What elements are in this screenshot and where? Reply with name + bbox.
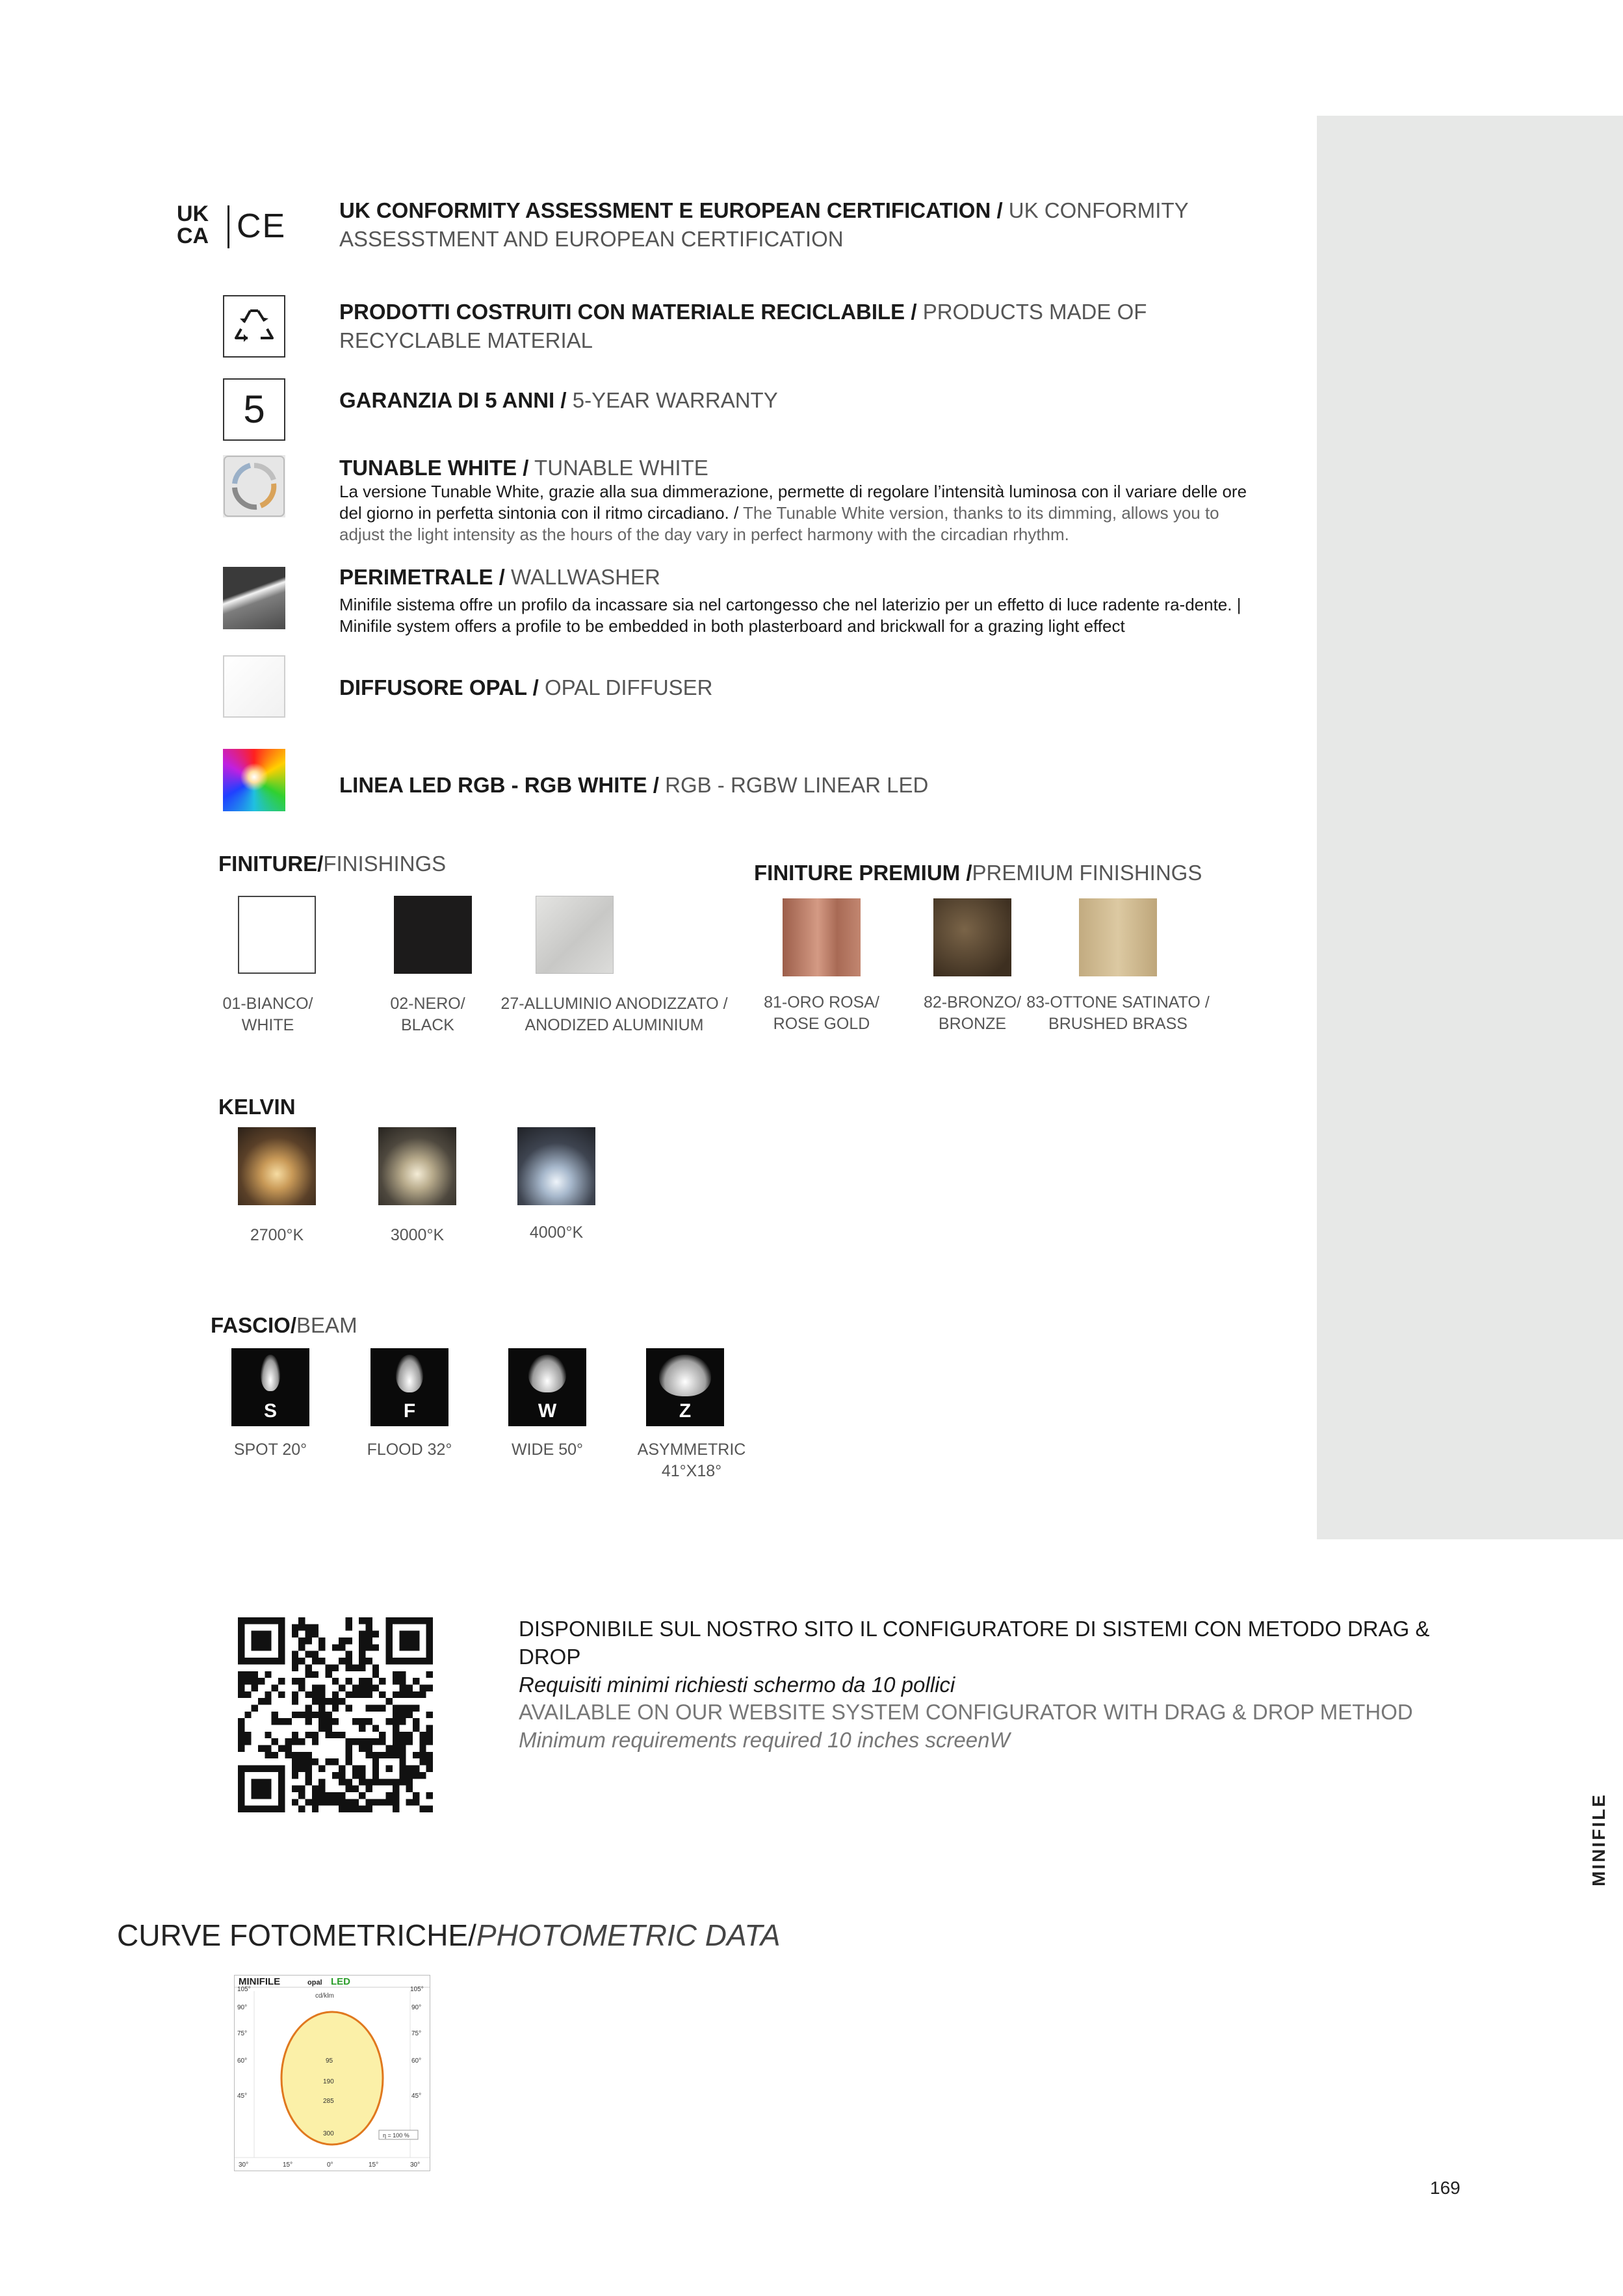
angle-right-90: 90° (411, 2004, 422, 2011)
feature-certification: UK CONFORMITY ASSESSMENT E EUROPEAN CERTIFICATION / UK CONFORMITY ASSESSTMENT AND EUROPEAN CERTIFICATION (339, 198, 1189, 251)
finish-caption-aluminium: 27-ALLUMINIO ANODIZZATO / ANODIZED ALUMINIUM (500, 995, 728, 1034)
feature-tunable-white: TUNABLE WHITE / TUNABLE WHITE (339, 456, 708, 480)
finish-caption-white: 01-BIANCO/ WHITE (222, 995, 313, 1034)
configurator-english-requirements: Minimum requirements required 10 inches screenW (519, 1728, 1010, 1752)
angle-left-75: 75° (237, 2030, 248, 2037)
feature-opal-diffuser: DIFFUSORE OPAL / OPAL DIFFUSER (339, 675, 713, 699)
beam-caption-asymmetric: ASYMMETRIC 41°X18° (637, 1441, 746, 1480)
tunable-white-description: La versione Tunable White, grazie alla sua dimmerazione, permette di regolare l’intensità luminosa con il variare delle ore del giorno in perfetta sintonia con il ritmo circadiano. / The Tunable White version, thanks to its dimming, allows you to adjust the light intensity as the hours of the day vary in perfect harmony with the circadian rhythm. (339, 482, 1247, 544)
beam-caption-flood: FLOOD 32° (367, 1441, 452, 1459)
angle-bottom-30-left: 30° (239, 2161, 249, 2169)
angle-bottom-15-right: 15° (369, 2161, 379, 2169)
angle-left-45: 45° (237, 2093, 248, 2100)
premium-caption-brass: 83-OTTONE SATINATO / BRUSHED BRASS (1026, 993, 1210, 1033)
tunable-white-icon (223, 455, 285, 517)
finish-caption-black: 02-NERO/ BLACK (390, 995, 465, 1034)
angle-right-45: 45° (411, 2093, 422, 2100)
chart-title: MINIFILE (239, 1976, 281, 1987)
photometric-heading: CURVE FOTOMETRICHE/PHOTOMETRIC DATA (117, 1918, 781, 1952)
feature-wallwasher: PERIMETRALE / WALLWASHER (339, 565, 660, 589)
beam-icon-spot: S (231, 1348, 309, 1426)
chart-subtitle: opal (307, 1979, 322, 1987)
premium-swatch-brass (1079, 898, 1157, 976)
ce-mark: CE (237, 207, 287, 245)
ukca-ce-mark-icon (177, 203, 294, 255)
recycle-icon (223, 295, 285, 358)
beam-icon-asymmetric: Z (646, 1348, 724, 1426)
feature-warranty: GARANZIA DI 5 ANNI / 5-YEAR WARRANTY (339, 388, 778, 412)
angle-bottom-30-right: 30° (410, 2161, 421, 2169)
ring-190: 190 (323, 2078, 334, 2085)
kelvin-heading: KELVIN (218, 1095, 296, 1119)
premium-swatch-rose-gold (783, 898, 861, 976)
angle-left-105: 105° (237, 1986, 251, 1993)
angle-bottom-15-left: 15° (283, 2161, 293, 2169)
angle-left-90: 90° (237, 2004, 248, 2011)
finish-swatch-white (238, 896, 316, 974)
premium-finishes-heading: FINITURE PREMIUM /PREMIUM FINISHINGS (754, 861, 1202, 885)
configurator-italian-requirements: Requisiti minimi richiesti schermo da 10 pollici (519, 1673, 955, 1697)
kelvin-swatch-2700 (238, 1127, 316, 1205)
chart-efficiency: η = 100 % (383, 2132, 409, 2139)
finish-swatch-aluminium (536, 896, 614, 974)
configurator-italian-title: DISPONIBILE SUL NOSTRO SITO IL CONFIGURATORE DI SISTEMI CON METODO DRAG & DROP (519, 1617, 1430, 1669)
beam-heading: FASCIO/BEAM (211, 1313, 357, 1337)
kelvin-caption-2700: 2700°K (250, 1226, 304, 1244)
configurator-english-title: AVAILABLE ON OUR WEBSITE SYSTEM CONFIGURATOR WITH DRAG & DROP METHOD (519, 1700, 1413, 1724)
feature-recyclable: PRODOTTI COSTRUITI CON MATERIALE RECICLABILE / PRODUCTS MADE OF RECYCLABLE MATERIAL (339, 300, 1147, 352)
ring-95: 95 (326, 2057, 333, 2065)
chart-led-label: LED (331, 1976, 350, 1987)
page-number: 169 (1430, 2178, 1461, 2198)
angle-right-105: 105° (410, 1986, 424, 1993)
wallwasher-icon (223, 567, 285, 629)
beam-caption-wide: WIDE 50° (511, 1441, 584, 1459)
opal-diffuser-icon (223, 655, 285, 718)
premium-caption-bronze: 82-BRONZO/ BRONZE (923, 993, 1022, 1033)
angle-right-75: 75° (411, 2030, 422, 2037)
premium-caption-rose-gold: 81-ORO ROSA/ ROSE GOLD (764, 993, 879, 1033)
qr-code[interactable] (238, 1617, 433, 1812)
feature-rgb-led: LINEA LED RGB - RGB WHITE / RGB - RGBW LINEAR LED (339, 773, 929, 797)
configurator-italian (519, 1615, 1494, 1699)
ukca-mark-ca: CA (177, 224, 209, 248)
ring-300: 300 (323, 2130, 334, 2137)
finish-swatch-black (394, 896, 472, 974)
premium-swatch-bronze (933, 898, 1011, 976)
finishes-heading: FINITURE/FINISHINGS (218, 852, 447, 876)
warranty-5-icon: 5 (223, 378, 285, 441)
kelvin-swatch-4000 (517, 1127, 595, 1205)
ukca-mark-uk: UK (177, 202, 209, 226)
beam-icon-flood: F (370, 1348, 448, 1426)
beam-caption-spot: SPOT 20° (233, 1441, 307, 1459)
beam-icon-wide: W (508, 1348, 586, 1426)
photometric-chart (234, 1975, 430, 2171)
rgb-led-icon (223, 749, 285, 811)
wallwasher-description: Minifile sistema offre un profilo da incassare sia nel cartongesso che nel laterizio per un effetto di luce radente ra-dente. | Minifile system offers a profile to be embedded in both plasterboard and brickwall for a grazing light effect (339, 595, 1241, 636)
configurator-english (519, 1698, 1494, 1754)
kelvin-swatch-3000 (378, 1127, 456, 1205)
kelvin-caption-4000: 4000°K (529, 1223, 584, 1242)
section-side-label: MINIFILE (1589, 1793, 1609, 1886)
ring-285: 285 (323, 2098, 334, 2105)
chart-unit: cd/klm (315, 1992, 334, 2000)
side-panel (1317, 116, 1623, 1539)
kelvin-caption-3000: 3000°K (390, 1226, 445, 1244)
angle-right-60: 60° (411, 2057, 422, 2065)
angle-left-60: 60° (237, 2057, 248, 2065)
angle-bottom-0: 0° (327, 2161, 333, 2169)
